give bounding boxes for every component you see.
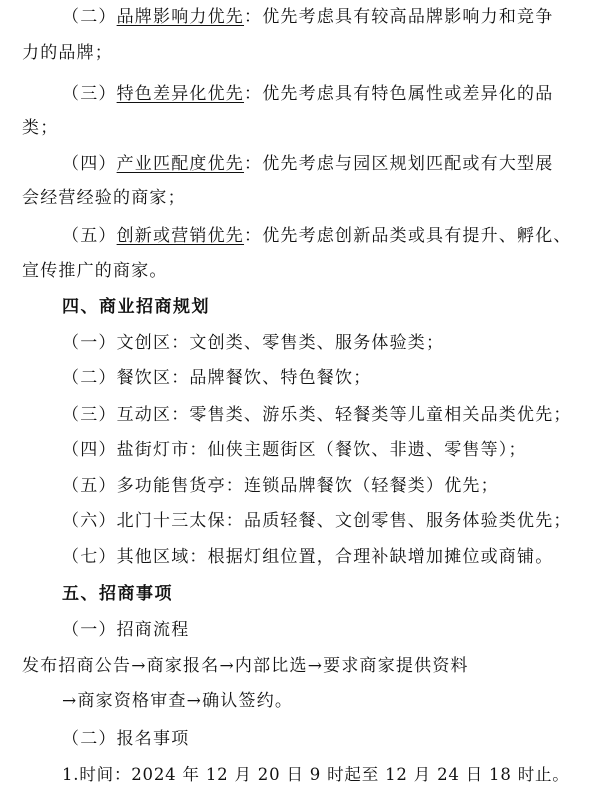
- section-4-heading: 四、商业招商规划: [62, 297, 210, 317]
- zone-item-4: （四）盐街灯市：仙侠主题街区（餐饮、非遗、零售等）；: [62, 440, 527, 460]
- priority-4-line-2: 会经营经验的商家；: [22, 188, 186, 208]
- priority-5-line-1: [62, 225, 572, 247]
- priority-2-line-1: [62, 6, 553, 28]
- priority-2-text: ：优先考虑具有较高品牌影响力和竞争: [244, 7, 554, 27]
- priority-4-line-1: [62, 153, 553, 175]
- process-flow-line-2: →商家资格审查→确认签约。: [62, 691, 294, 711]
- subsection-process: （一）招商流程: [62, 620, 190, 640]
- priority-4-prefix: （四）: [62, 154, 117, 174]
- registration-time: 1.时间：2024 年 12 月 20 日 9 时起至 12 月 24 日 18 时止。: [62, 765, 570, 784]
- process-flow-line-1: 发布招商公告→商家报名→内部比选→要求商家提供资料: [22, 656, 469, 676]
- priority-2-line-2: 力的品牌；: [22, 43, 113, 63]
- priority-3-title: 特色差异化优先: [116, 84, 245, 104]
- priority-2-prefix: （二）: [62, 7, 117, 27]
- priority-4-text: ：优先考虑与园区规划匹配或有大型展: [244, 154, 554, 174]
- zone-item-1: （一）文创区：文创类、零售类、服务体验类；: [62, 333, 445, 353]
- section-5-heading: 五、招商事项: [62, 584, 173, 604]
- priority-5-title: 创新或营销优先: [116, 226, 245, 246]
- priority-3-line-2: 类；: [22, 118, 59, 138]
- priority-5-line-2: 宣传推广的商家。: [22, 261, 168, 281]
- priority-4-title: 产业匹配度优先: [116, 154, 245, 174]
- zone-item-5: （五）多功能售货亭：连锁品牌餐饮（轻餐类）优先；: [62, 476, 499, 496]
- priority-3-prefix: （三）: [62, 84, 117, 104]
- zone-item-3: （三）互动区：零售类、游乐类、轻餐类等儿童相关品类优先；: [62, 405, 572, 425]
- zone-item-6: （六）北门十三太保：品质轻餐、文创零售、服务体验类优先；: [62, 511, 572, 531]
- priority-3-text: ：优先考虑具有特色属性或差异化的品: [244, 84, 554, 104]
- zone-item-2: （二）餐饮区：品牌餐饮、特色餐饮；: [62, 368, 372, 388]
- priority-5-text: ：优先考虑创新品类或具有提升、孵化、: [244, 226, 572, 246]
- priority-3-line-1: [62, 83, 553, 105]
- priority-2-title: 品牌影响力优先: [116, 7, 245, 27]
- priority-5-prefix: （五）: [62, 226, 117, 246]
- subsection-registration: （二）报名事项: [62, 729, 190, 749]
- zone-item-7: （七）其他区域：根据灯组位置，合理补缺增加摊位或商铺。: [62, 547, 554, 567]
